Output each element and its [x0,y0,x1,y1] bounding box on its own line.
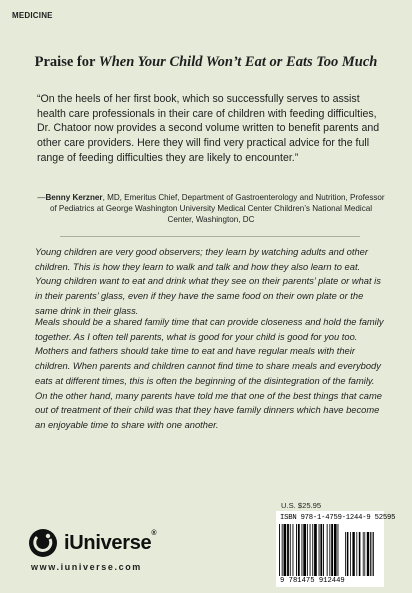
barcode-bar [302,524,303,576]
barcode-bar [303,524,306,576]
barcode-bar [320,524,322,576]
price-label: U.S. $25.95 [281,501,322,510]
barcode-bar [298,524,300,576]
price-barcode-bar [372,532,373,576]
endorsement-quote: “On the heels of her first book, which so successfully serves to assist health care professionals in their care of children with feeding difficulties, Dr. Chatoor now provides a second volume written to benefit parents and other care providers. Here they will find very practical advice for the full range of feeding difficulties they are likely to encounter.” [37,93,380,164]
praise-heading [0,54,412,71]
price-barcode-bar [363,532,364,576]
price-barcode-bar [359,532,361,576]
barcode-bars [279,524,381,576]
divider-line [60,236,360,237]
registered-mark: ® [151,529,157,537]
price-barcode-bar [367,532,369,576]
price-barcode-bar [347,532,349,576]
price-barcode-bar [345,532,346,576]
barcode-bar [296,524,297,576]
publisher-logo [28,528,156,558]
barcode-bar [307,524,308,576]
price-barcode-bar [350,532,351,576]
publisher-name: iUniverse® [64,529,157,554]
iuniverse-logo-icon [28,528,58,558]
price-barcode-bar [373,532,374,576]
publisher-url: www.iuniverse.com [31,562,142,572]
barcode-bar [310,524,311,576]
price-barcode-bar [364,532,365,576]
price-barcode-bar [352,532,354,576]
barcode-bar [284,524,287,576]
endorser-details: , MD, Emeritus Chief, Department of Gastroenterology and Nutrition, Professor of Pediatrics at George Washington University Medical Center Children’s National Medical Center, Washington, DC [49,193,385,224]
barcode-bar [327,524,328,576]
barcode-bar [279,524,280,576]
barcode [276,511,396,587]
barcode-bar [314,524,317,576]
barcode-bar [334,524,337,576]
isbn-label: ISBN 978-1-4759-1244-9 52595 [280,514,396,522]
price-barcode-bar [370,532,371,576]
praise-prefix: Praise for [34,54,99,70]
barcode-bar [312,524,313,576]
category-label: MEDICINE [12,11,53,20]
attribution-dash: — [37,193,46,202]
barcode-number: 9 781475 912449 [280,577,345,585]
barcode-bar [287,524,289,576]
body-paragraph-1: Young children are very good observers; they learn by watching adults and other children. This is how they learn to walk and talk and how they also learn to eat. Young children want to eat and drink what they see on their parents’ plate or what is in their parents’ glass, even if they have the same food on their own plate or the same drink in their glass. [35,247,381,316]
endorser-name: Benny Kerzner [45,193,103,202]
barcode-bar [282,524,283,576]
endorsement-attribution [36,193,386,226]
barcode-bar [329,524,330,576]
barcode-bar [319,524,320,576]
barcode-bar [338,524,339,576]
barcode-bar [290,524,291,576]
body-paragraph-2: Meals should be a shared family time that can provide closeness and hold the family together. As I often tell parents, what is good for your child is good for you too. Mothers and fathers should take time to eat and have regular meals with their children. When parents and children cannot find time to share meals and everybody eats at different times, this is often the beginning of the disintegration of the family. On the other hand, many parents have told me that one of the best things that came out of treatment of their child was that they have family dinners which have become an enjoyable time to share with one another. [35,317,384,430]
price-code: 52595 [374,514,396,522]
barcode-bar [293,524,294,576]
barcode-bar [323,524,324,576]
price-barcode-bar [356,532,357,576]
barcode-bar [331,524,333,576]
book-title: When Your Child Won’t Eat or Eats Too Much [98,54,378,70]
